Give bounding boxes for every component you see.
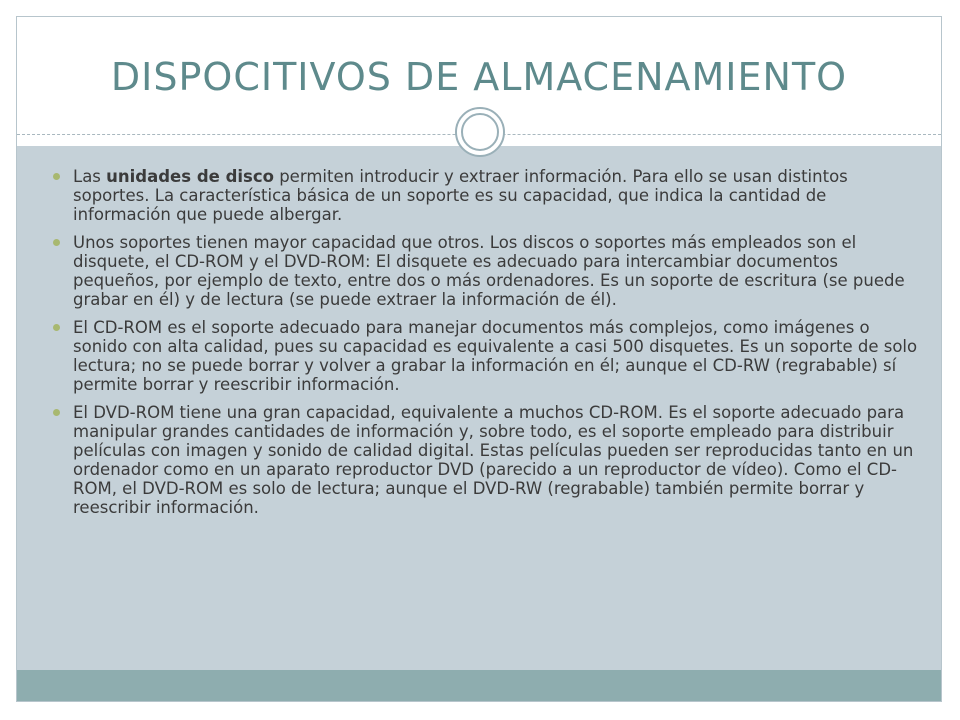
slide-title: DISPOCITIVOS DE ALMACENAMIENTO xyxy=(110,55,848,99)
bullet-prefix: Las xyxy=(73,167,107,186)
bullet-list xyxy=(53,167,923,526)
bullet-item xyxy=(53,233,923,309)
bullet-dot-icon xyxy=(53,239,60,246)
bullet-dot-icon xyxy=(53,409,60,416)
decorative-circle-inner xyxy=(461,113,499,151)
bullet-text: El DVD-ROM tiene una gran capacidad, equivalente a muchos CD-ROM. Es el soporte adecuado para manipular grandes cantidades de información y, sobre todo, es el soporte empleado para distribuir películas con imagen y sonido de calidad digital. Estas películas pueden ser reproducidas tanto en un ordenador como en un aparato reproductor DVD (parecido a un reproductor de vídeo). Como el CD-ROM, el DVD-ROM es solo de lectura; aunque el DVD-RW (regrabable) también permite borrar y reescribir información. xyxy=(73,403,914,517)
bullet-text: permiten introducir y extraer información. Para ello se usan distintos soportes. La característica básica de un soporte es su capacidad, que indica la cantidad de información que puede albergar. xyxy=(73,167,848,224)
bullet-dot-icon xyxy=(53,173,60,180)
bullet-dot-icon xyxy=(53,324,60,331)
bullet-item xyxy=(53,403,923,517)
bullet-text: El CD-ROM es el soporte adecuado para manejar documentos más complejos, como imágenes o sonido con alta calidad, pues su capacidad es equivalente a casi 500 disquetes. Es un soporte de solo lectura; no se puede borrar y volver a grabar la información en él; aunque el CD-RW (regrabable) sí permite borrar y reescribir información. xyxy=(73,318,918,394)
bullet-text: Unos soportes tienen mayor capacidad que otros. Los discos o soportes más empleados son el disquete, el CD-ROM y el DVD-ROM: El disquete es adecuado para intercambiar documentos pequeños, por ejemplo de texto, entre dos o más ordenadores. Es un soporte de escritura (se puede grabar en él) y de lectura (se puede extraer la información de él). xyxy=(73,233,905,309)
bullet-item xyxy=(53,167,923,224)
slide xyxy=(16,16,942,702)
decorative-circle-icon xyxy=(455,107,505,157)
bullet-keyword: unidades de disco xyxy=(106,167,274,186)
footer-bar xyxy=(17,670,941,701)
bullet-item xyxy=(53,318,923,394)
